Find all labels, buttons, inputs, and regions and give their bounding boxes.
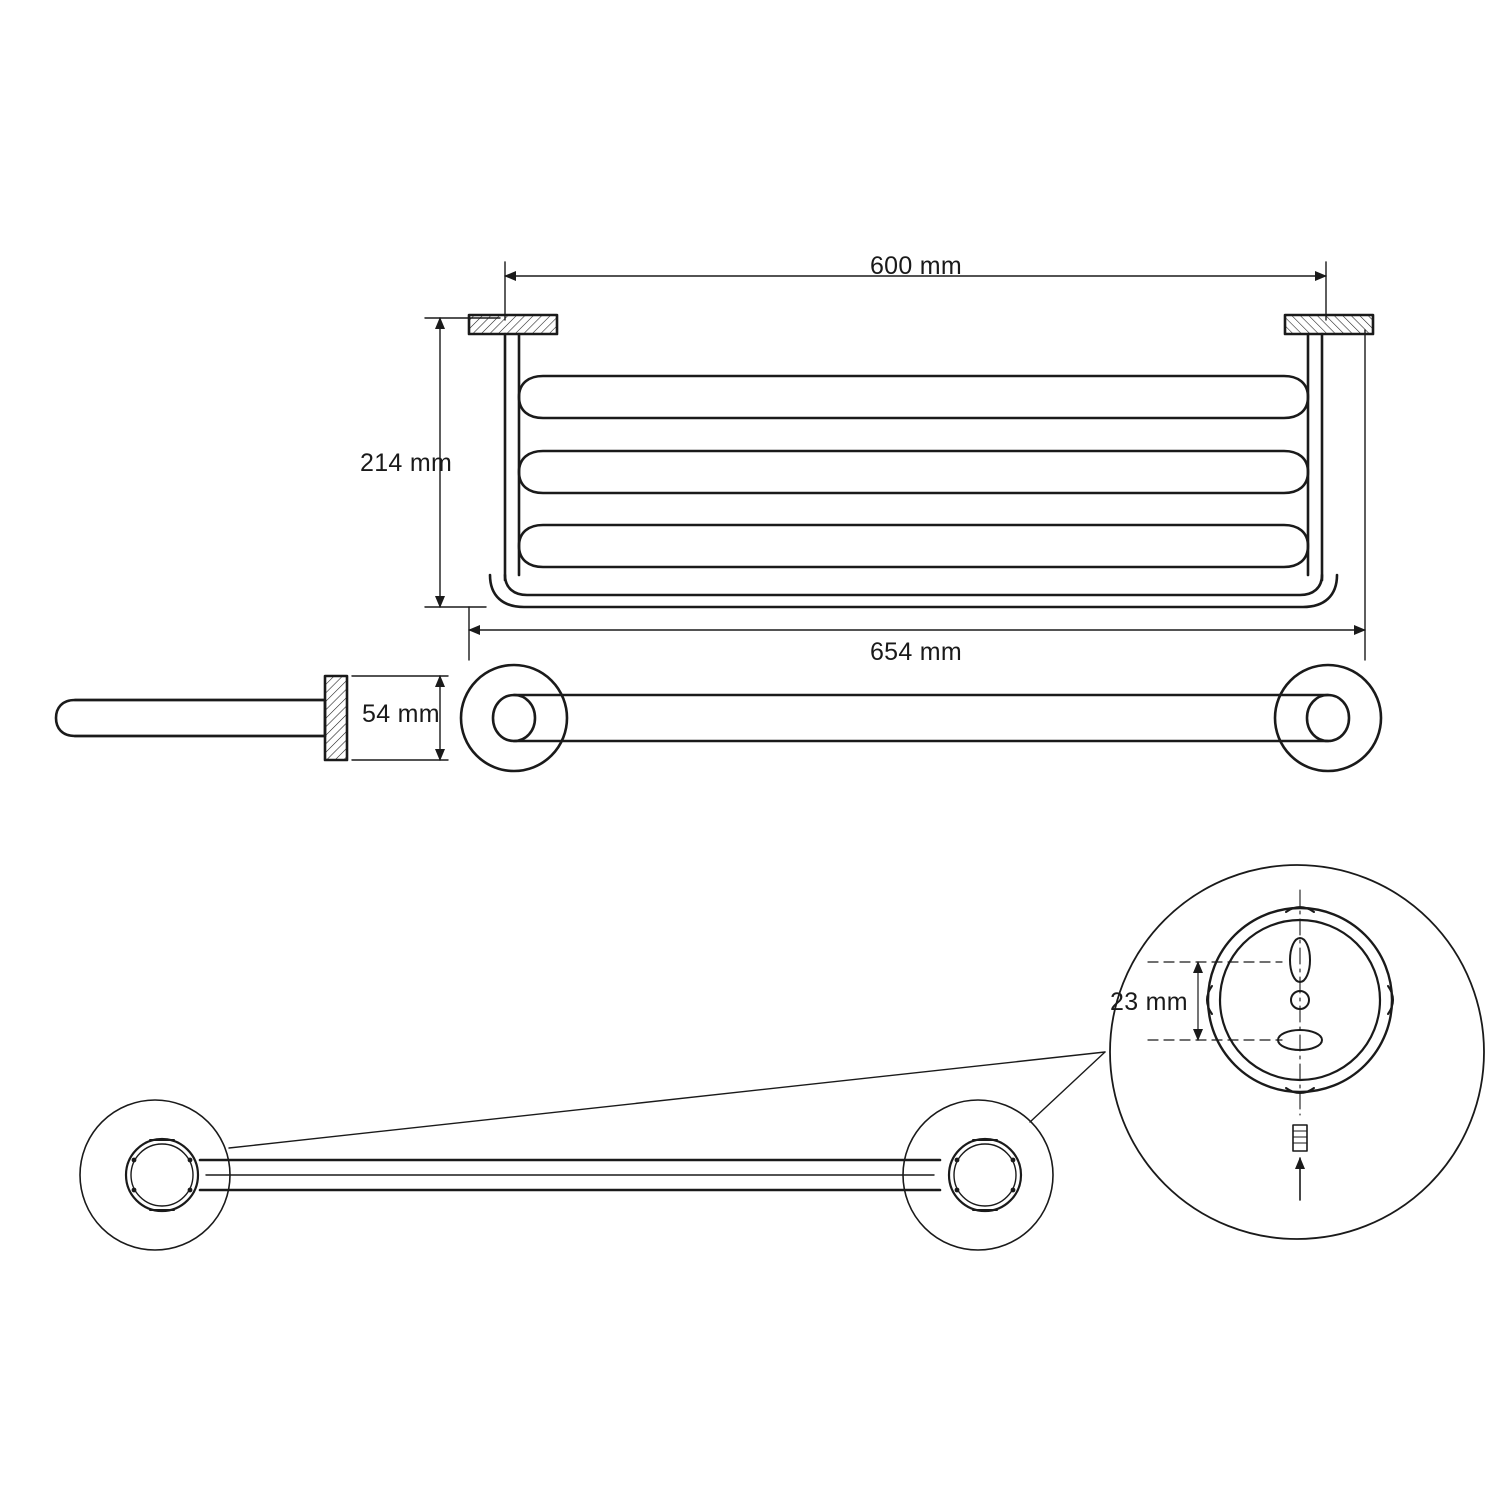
plan-view-geometry: [461, 665, 1381, 771]
bottom-assembly-view: [80, 1052, 1105, 1250]
dimension-label-214: 214 mm: [360, 449, 453, 477]
dimension-label-23: 23 mm: [1110, 988, 1188, 1016]
dimension-label-654: 654 mm: [869, 638, 963, 666]
detail-enlargement: [1110, 865, 1484, 1239]
dimension-654: [469, 330, 1365, 660]
dimension-label-600: 600 mm: [869, 252, 963, 280]
dimension-label-54: 54 mm: [362, 700, 440, 728]
front-view-geometry: [469, 315, 1373, 607]
side-view-geometry: [56, 676, 347, 760]
